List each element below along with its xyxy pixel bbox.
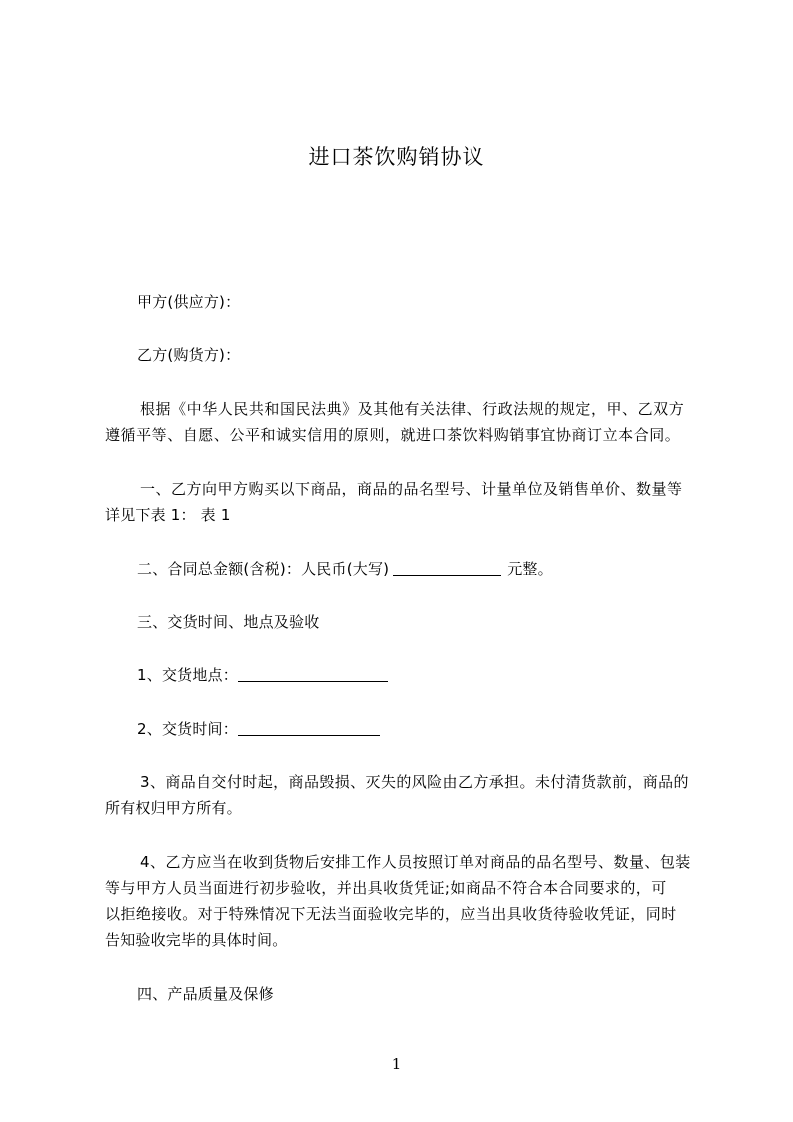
clause-1-line-2: 详见下表 1： 表 1 (105, 506, 231, 524)
delivery-time-label: 2、交货时间： (137, 720, 238, 738)
clause-4-heading: 四、产品质量及保修 (137, 985, 274, 1003)
document-title: 进口茶饮购销协议 (308, 145, 485, 169)
clause-3-item-3-line-2: 所有权归甲方所有。 (105, 799, 242, 817)
party-b-label: 乙方(购货方)： (137, 346, 241, 364)
clause-3-item-4-line-1: 4、乙方应当在收到货物后安排工作人员按照订单对商品的品名型号、数量、包装 (140, 853, 691, 871)
total-amount-blank (393, 561, 501, 576)
clause-3-item-4-line-4: 告知验收完毕的具体时间。 (105, 931, 288, 949)
party-a-label: 甲方(供应方)： (137, 293, 241, 311)
clause-3-item-4-line-2: 等与甲方人员当面进行初步验收，并出具收货凭证;如商品不符合本合同要求的，可 (105, 879, 667, 897)
clause-3-heading: 三、交货时间、地点及验收 (137, 613, 320, 631)
intro-line-1: 根据《中华人民共和国民法典》及其他有关法律、行政法规的规定，甲、乙双方 (140, 400, 685, 418)
clause-2-suffix: 元整。 (507, 560, 553, 578)
delivery-location (137, 665, 388, 685)
clause-3-item-3-line-1: 3、商品自交付时起，商品毁损、灭失的风险由乙方承担。未付清货款前，商品的 (140, 773, 689, 791)
delivery-location-blank (238, 667, 388, 682)
page-number: 1 (391, 1055, 402, 1073)
delivery-location-label: 1、交货地点： (137, 666, 238, 684)
clause-1-line-1: 一、乙方向甲方购买以下商品，商品的品名型号、计量单位及销售单价、数量等 (140, 480, 683, 498)
delivery-time (137, 719, 380, 739)
clause-3-item-4-line-3: 以拒绝接收。对于特殊情况下无法当面验收完毕的，应当出具收货待验收凭证，同时 (105, 905, 677, 923)
clause-2-prefix: 二、合同总金额(含税)：人民币(大写) (137, 560, 390, 578)
intro-line-2: 遵循平等、自愿、公平和诚实信用的原则，就进口茶饮料购销事宜协商订立本合同。 (105, 426, 681, 444)
delivery-time-blank (238, 721, 380, 736)
clause-2 (137, 559, 553, 579)
